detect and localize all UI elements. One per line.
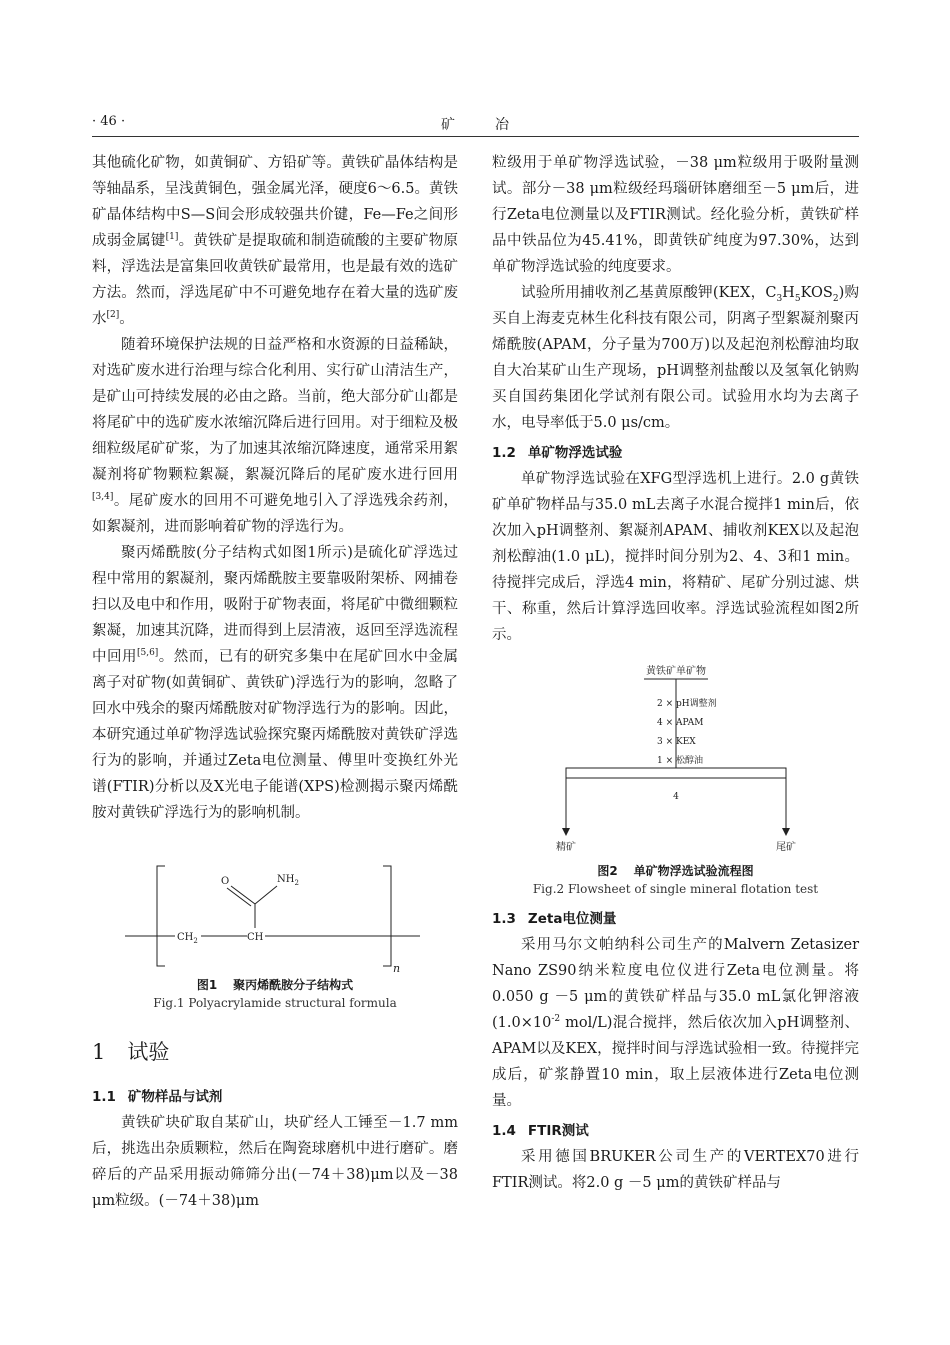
subsection-heading: 1.1 矿物样品与试剂: [92, 1089, 223, 1105]
left-column: [92, 150, 458, 1214]
figure-1-caption-zh: 图1 聚丙烯酰胺分子结构式: [196, 978, 354, 992]
tailings-label: 尾矿: [775, 842, 796, 853]
page-number: · 46 ·: [92, 114, 126, 129]
ch2-label: $CH_2$: [177, 932, 198, 945]
paragraph: 聚丙烯酰胺(分子结构式如图1所示)是硫化矿浮选过程中常用的絮凝剂，聚丙烯酰胺主要靠吸附架桥、网捕卷扫以及电中和作用，吸附于矿物表面，将尾矿中微细颗粒絮凝，加速其沉降，进而得到上层清液，返回至浮选流程中回用[5,6]。然而，已有的研究多集中在尾矿回水中金属离子对矿物(如黄铜矿、黄铁矿)浮选行为的影响，忽略了回水中残余的聚丙烯酰胺对矿物浮选行为的影响。因此，本研究通过单矿物浮选试验探究聚丙烯酰胺对黄铁矿浮选行为的影响，并通过Zeta电位测量、傅里叶变换红外光谱(FTIR)分析以及X光电子能谱(XPS)检测揭示聚丙烯酰胺对黄铁矿浮选行为的影响机制。: [92, 545, 459, 821]
paragraph: 单矿物浮选试验在XFG型浮选机上进行。2.0 g黄铁矿单矿物样品与35.0 mL去离子水混合搅拌1 min后，依次加入pH调整剂、絮凝剂APAM、捕收剂KEX以及起泡剂松醇油(1.0 μL)，搅拌时间分别为2、4、3和1 min。待搅拌完成后，浮选4 min，将精矿、尾矿分别过滤、烘干、称重，然后计算浮选回收率。浮选试验流程如图2所示。: [492, 471, 859, 643]
figure-2-caption-en: Fig.2 Flowsheet of single mineral flotation test: [532, 882, 819, 896]
repeat-n-label: n: [393, 962, 401, 975]
paragraph: 采用马尔文帕纳科公司生产的Malvern Zetasizer Nano ZS90纳米粒度电位仪进行Zeta电位测量。将0.050 g －5 μm的黄铁矿样品与35.0 mL氯化钾溶液($1.0\times 10^{-2}$ mol/L)混合搅拌，然后依次加入pH调整剂、APAM以及KEX，搅拌时间与浮选试验相一致。待搅拌完成后，矿浆静置10 min，取上层液体进行Zeta电位测量。: [492, 937, 859, 1109]
step-apam: 4 × APAM: [656, 718, 703, 728]
flotation-time: 4: [672, 792, 679, 802]
figure-1-caption-en: Fig.1 Polyacrylamide structural formula: [153, 996, 397, 1010]
subsection-heading: 1.2 单矿物浮选试验: [492, 445, 623, 461]
paragraph: 试验所用捕收剂乙基黄原酸钾(KEX，$C_3H_5KOS_2$)购买自上海麦克林生化科技有限公司，阴离子型絮凝剂聚丙烯酰胺(APAM，分子量为700万)以及起泡剂松醇油均取自大冶某矿山生产现场，pH调整剂盐酸以及氢氧化钠购买自国药集团化学试剂有限公司。试验用水均为去离子水，电导率低于5.0 μs/cm。: [492, 285, 859, 431]
amine-label: $NH_2$: [277, 874, 299, 887]
subsection-heading: 1.4 FTIR测试: [492, 1123, 589, 1139]
paragraph: 粒级用于单矿物浮选试验，－38 μm粒级用于吸附量测试。部分－38 μm粒级经玛瑙研钵磨细至－5 μm后，进行Zeta电位测量以及FTIR测试。经化验分析，黄铁矿样品中铁品位为45.41%，即黄铁矿纯度为97.30%，达到单矿物浮选试验的纯度要求。: [492, 155, 859, 275]
right-column: [492, 150, 859, 1196]
step-pine-oil: 1 × 松醇油: [656, 756, 703, 766]
figure-2-caption-zh: 图2 单矿物浮选试验流程图: [597, 864, 754, 878]
section-heading: 1 试验: [92, 1040, 170, 1064]
figure-2: [492, 662, 859, 898]
subsection-heading: 1.3 Zeta电位测量: [492, 911, 617, 927]
flotation-flowsheet: [526, 662, 826, 862]
paragraph: 黄铁矿块矿取自某矿山，块矿经人工锤至－1.7 mm后，挑选出杂质颗粒，然后在陶瓷球磨机中进行磨矿。磨碎后的产品采用振动筛筛分出(－74＋38)μm以及－38 μm粒级。(－74＋38)μm: [92, 1115, 458, 1209]
ch-label: CH: [247, 932, 264, 943]
step-ph: 2 × pH调整剂: [656, 699, 717, 709]
paragraph: 采用德国BRUKER公司生产的VERTEX70进行FTIR测试。将2.0 g －5 μm的黄铁矿样品与: [492, 1149, 859, 1191]
concentrate-label: 精矿: [555, 842, 576, 853]
figure-1: [92, 846, 458, 1012]
oxygen-label: O: [221, 876, 230, 887]
journal-title: 矿冶: [441, 117, 549, 133]
polyacrylamide-structure: [125, 846, 425, 976]
flowsheet-top-label: 黄铁矿单矿物: [645, 666, 706, 677]
step-kex: 3 × KEX: [656, 737, 696, 747]
header-rule: [92, 136, 859, 137]
paragraph: 其他硫化矿物，如黄铜矿、方铅矿等。黄铁矿晶体结构是等轴晶系，呈浅黄铜色，强金属光泽，硬度6～6.5。黄铁矿晶体结构中S—S间会形成较强共价键，Fe—Fe之间形成弱金属键[1]。黄铁矿是提取硫和制造硫酸的主要矿物原料，浮选法是富集回收黄铁矿最常用，也是最有效的选矿方法。然而，浮选尾矿中不可避免地存在着大量的选矿废水[2]。: [92, 155, 458, 327]
paragraph: 随着环境保护法规的日益严格和水资源的日益稀缺，对选矿废水进行治理与综合化利用、实行矿山清洁生产，是矿山可持续发展的必由之路。当前，绝大部分矿山都是将尾矿中的选矿废水浓缩沉降后进行回用。对于细粒及极细粒级尾矿矿浆，为了加速其浓缩沉降速度，通常采用絮凝剂将矿物颗粒絮凝，絮凝沉降后的尾矿废水进行回用[3,4]。尾矿废水的回用不可避免地引入了浮选残余药剂，如絮凝剂，进而影响着矿物的浮选行为。: [92, 337, 458, 535]
